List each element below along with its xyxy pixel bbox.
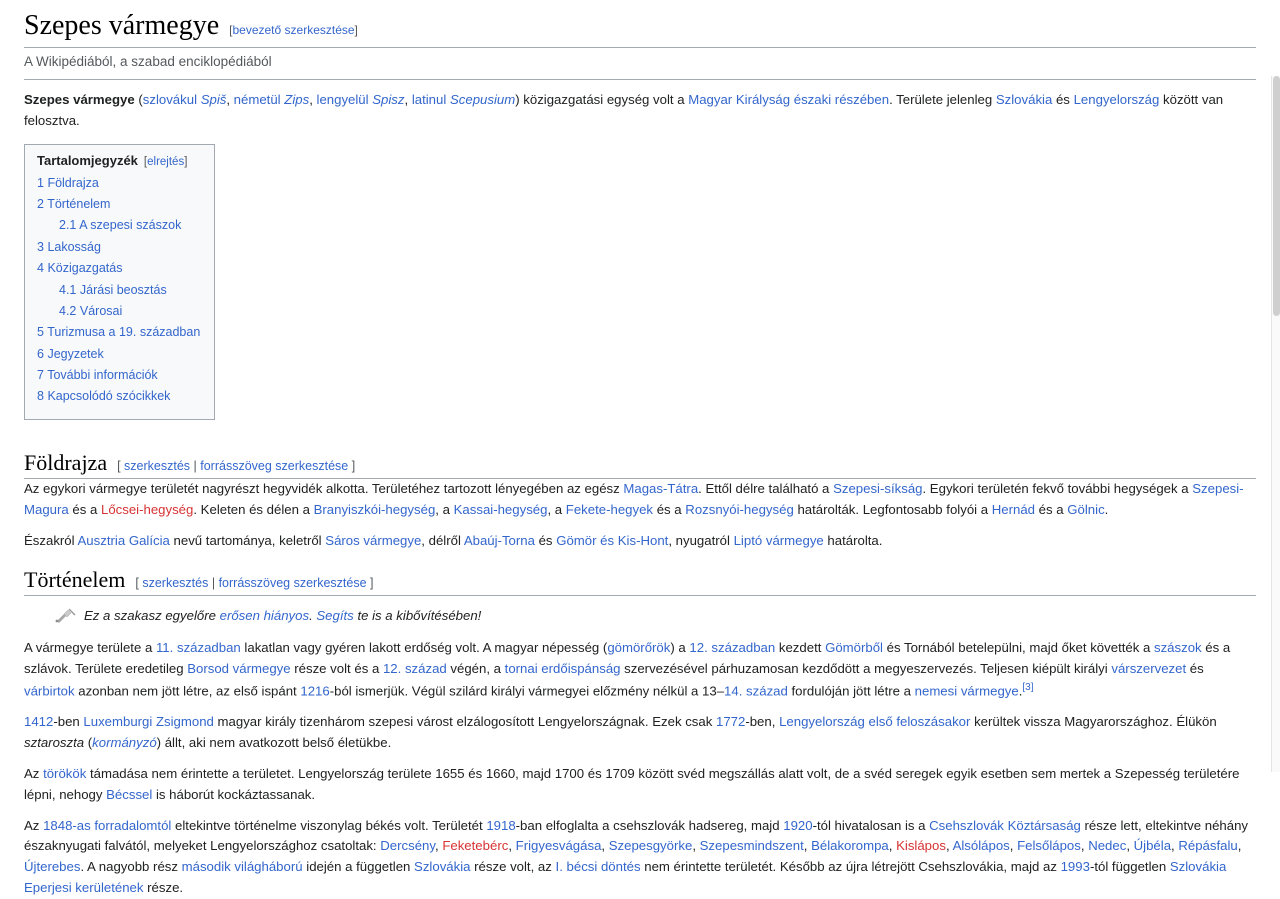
toc-item-jarasi-beosztas[interactable] (37, 281, 200, 300)
link-gomor-es-kis-hont[interactable]: Gömör és Kis-Hont (556, 532, 669, 548)
toc-num: 4 (37, 261, 44, 276)
link-poland[interactable]: Lengyelország (1073, 92, 1160, 107)
link-12th-century-2[interactable]: 12. század (382, 661, 447, 677)
link-gomororok[interactable]: gömörőrök (607, 640, 671, 656)
history-paragraph-4 (24, 816, 1256, 899)
link-town-bélakorompa[interactable]: Bélakorompa (811, 838, 889, 854)
link-beccsel[interactable]: Bécssel (106, 786, 153, 802)
toc-num: 6 (37, 346, 44, 361)
toc-num: 4.1 (59, 282, 77, 297)
link-town-feketebérc[interactable]: Feketebérc (442, 838, 509, 854)
t: része. (143, 880, 184, 896)
town-separator: , (1237, 838, 1242, 854)
t: Északról (24, 532, 78, 548)
t: -ban elfoglalta a csehszlovák hadsereg, majd (515, 817, 784, 833)
history-paragraph-3 (24, 764, 1256, 806)
link-name-spis[interactable]: Spiš (200, 92, 227, 107)
link-1412[interactable]: 1412 (24, 714, 54, 730)
edit-separator: | (208, 576, 219, 591)
t: , a (547, 501, 566, 517)
town-separator: , (1009, 838, 1018, 854)
t: ) állt, aki nem avatkozott belső életükbe. (156, 735, 392, 751)
toc-item-jegyzetek[interactable] (37, 345, 200, 364)
t: . A nagyobb rész (80, 859, 182, 875)
link-wwii[interactable]: második világháború (181, 859, 303, 875)
lead-sep-1: , (226, 92, 234, 107)
link-czechoslovak-republic[interactable]: Csehszlovák Köztársaság (929, 817, 1081, 833)
toc-link[interactable]: Földrajza (47, 175, 99, 190)
edit-close-bracket: ] (366, 576, 374, 591)
stub-notice (54, 606, 1256, 626)
site-subtitle: A Wikipédiából, a szabad enciklopédiából (24, 54, 272, 69)
t: -tól hivatalosan is a (812, 817, 930, 833)
lead-text-3: . Területe jelenleg (889, 92, 996, 107)
link-magas-tatra[interactable]: Magas-Tátra (623, 480, 699, 496)
link-hernad[interactable]: Hernád (991, 501, 1036, 517)
link-1772[interactable]: 1772 (715, 714, 746, 730)
link-luxemburgi-zsigmond[interactable]: Luxemburgi Zsigmond (83, 714, 214, 730)
toc-item-foldrajza[interactable] (37, 174, 200, 193)
t: kezdett (775, 640, 826, 656)
t: -ben, (745, 714, 780, 730)
toc-link[interactable]: Járási beosztás (79, 282, 167, 297)
toc-link[interactable]: Lakosság (47, 239, 101, 254)
toc-hide-link[interactable]: elrejtés (147, 155, 185, 168)
broom-icon (54, 608, 76, 624)
link-first-partition-poland[interactable]: Lengyelország első feloszásakor (779, 714, 971, 730)
link-golnic[interactable]: Gölnic (1067, 501, 1105, 517)
link-nemesi-varmegye[interactable]: nemesi vármegye (914, 683, 1019, 699)
page-scrollbar[interactable] (1271, 76, 1280, 772)
town-separator: , (508, 838, 516, 854)
t: . Egykori területén fekvő további hegységek a (922, 480, 1193, 496)
t: támadása nem érintette a területet. Lengyelország területe 1655 és 1660, majd 1700 és 1709 között svéd megszállás alatt volt, de a svéd seregek egyik esetben sem mertek a Szepesség területére lépni, nehogy (24, 765, 1240, 802)
t: te is a kibővítésében! (353, 608, 482, 624)
link-town-alsólápos[interactable]: Alsólápos (952, 838, 1010, 854)
link-hungarian-kingdom[interactable]: Magyar Királyság északi részében (688, 92, 890, 107)
t: határolta. (823, 532, 883, 548)
t: magyar király tizenhárom szepesi várost elzálogosított Lengyelországnak. Ezek csak (213, 714, 716, 730)
t: is háborút kockáztassanak. (152, 786, 316, 802)
t: része volt, az (470, 859, 556, 875)
link-rozsnyoi-hegyseg[interactable]: Rozsnyói-hegység (685, 501, 794, 517)
lead-sep-3: , (404, 92, 412, 107)
town-separator: , (1080, 838, 1089, 854)
t: ) a (670, 640, 690, 656)
toc-list (37, 174, 200, 407)
link-first-vienna-award[interactable]: I. bécsi döntés (555, 859, 641, 875)
t: , a (435, 501, 454, 517)
section-edit-visual[interactable]: szerkesztés (124, 458, 191, 473)
link-szaszok[interactable]: szászok (1153, 640, 1202, 656)
link-gomorbol[interactable]: Gömörből (825, 640, 883, 656)
link-slovakia[interactable]: Szlovákia (995, 92, 1053, 107)
t: . Ettől délre található a (698, 480, 834, 496)
section-title: Földrajza (24, 449, 108, 475)
t: . (1104, 501, 1109, 517)
toc-link[interactable]: Turizmusa a 19. században (47, 325, 201, 340)
t: idején a független (302, 859, 415, 875)
link-14th-century[interactable]: 14. század (724, 683, 788, 699)
t: -ból ismerjük. Végül szilárd királyi vármegyei előzmény nélkül a 13– (329, 683, 725, 699)
toc-heading: Tartalomjegyzék (37, 152, 138, 168)
toc-link[interactable]: Városai (79, 303, 123, 318)
t: Az (24, 765, 44, 781)
geography-paragraph-2 (24, 531, 1256, 552)
link-locsei-hegyseg[interactable]: Lőcsei-hegység (100, 501, 194, 517)
reference-marker-3[interactable] (1022, 682, 1033, 693)
toc-num: 8 (37, 389, 44, 404)
section-edit-source[interactable]: forrásszöveg szerkesztése (200, 458, 349, 473)
toc-item-lakossag[interactable] (37, 238, 200, 257)
edit-separator: | (190, 458, 201, 473)
link-1216[interactable]: 1216 (300, 683, 330, 699)
lead-text-5: között van felosztva. (24, 92, 1224, 128)
t: , nyugatról (668, 532, 734, 548)
link-town-dercsény[interactable]: Dercsény (380, 838, 435, 854)
link-szepesi-magura[interactable]: Szepesi-Magura (24, 480, 1244, 517)
lead-text-2: ) közigazgatási egység volt a (515, 92, 689, 107)
link-name-spisz[interactable]: Spisz (372, 92, 405, 107)
t: lakatlan vagy gyéren lakott erdőség volt. A magyar népesség ( (240, 640, 608, 656)
t: Ez a szakasz egyelőre (84, 608, 220, 624)
toc-link[interactable]: További információk (47, 368, 158, 383)
toc-num: 3 (37, 239, 44, 254)
link-abauj-torna[interactable]: Abaúj-Torna (463, 532, 535, 548)
link-1918[interactable]: 1918 (486, 817, 516, 833)
section-edit-links (135, 576, 373, 590)
toc-link[interactable]: Történelem (47, 197, 111, 212)
link-kormanyzo[interactable]: kormányzó (92, 735, 157, 751)
town-separator: , (945, 838, 953, 854)
link-1848-revolution[interactable]: 1848-as forradalomtól (43, 817, 172, 833)
t: nem érintette területét. Később az újra létrejött Csehszlovákia, majd az (640, 859, 1061, 875)
t: azonban nem jött létre, az első ispánt (74, 683, 301, 699)
title-divider (24, 47, 1256, 48)
toc-num: 2.1 (59, 218, 77, 233)
t: -ben (53, 714, 84, 730)
link-town-répásfalu[interactable]: Répásfalu (1178, 838, 1238, 854)
link-varbirtok[interactable]: várbirtok (24, 683, 75, 699)
t: és (534, 532, 557, 548)
toc-num: 5 (37, 325, 44, 340)
link-lipto-varmegye[interactable]: Liptó vármegye (733, 532, 824, 548)
lead-bold-title: Szepes vármegye (24, 92, 135, 107)
t: és a (653, 501, 686, 517)
lead-text-1: ( (134, 92, 143, 107)
link-kassai-hegyseg[interactable]: Kassai-hegység (453, 501, 548, 517)
link-slovakia-independent[interactable]: Szlovákia (414, 859, 471, 875)
subtitle-divider (24, 79, 1256, 80)
section-edit-visual[interactable]: szerkesztés (142, 576, 209, 591)
toc-link[interactable]: A szepesi szászok (79, 218, 182, 233)
link-branyiszkoi-hegyseg[interactable]: Branyiszkói-hegység (313, 501, 436, 517)
t: és a szlávok. Területe eredetileg (24, 640, 1231, 677)
town-separator: , (888, 838, 897, 854)
toc-item-turizmusa[interactable] (37, 323, 200, 342)
link-german-lang[interactable]: németül (233, 92, 281, 107)
geography-paragraph-1 (24, 479, 1256, 521)
link-help-expand[interactable]: Segíts (316, 608, 354, 624)
term-sztaroszta: sztaroszta (24, 735, 85, 751)
toc-num: 4.2 (59, 303, 77, 318)
link-tornai-erdoispansag[interactable]: tornai erdőispánság (504, 661, 621, 677)
t: végén, a (446, 661, 505, 677)
link-varszervezet[interactable]: várszervezet (1111, 661, 1187, 677)
toc-item-tovabbi-informaciok[interactable] (37, 366, 200, 385)
town-separator: , (692, 838, 700, 854)
t: és (1186, 661, 1204, 677)
section-heading-foldrajza (24, 450, 1256, 479)
link-polish-lang[interactable]: lengyelül (316, 92, 369, 107)
link-name-scepusium[interactable]: Scepusium (449, 92, 516, 107)
link-fekete-hegyek[interactable]: Fekete-hegyek (565, 501, 654, 517)
scrollbar-thumb[interactable] (1273, 76, 1280, 316)
link-town-szepesgyörke[interactable]: Szepesgyörke (608, 838, 693, 854)
t: Az (24, 817, 44, 833)
t: , délről (421, 532, 464, 548)
link-presov-region[interactable]: Szlovákia Eperjesi kerületének (24, 859, 1227, 896)
town-separator: , (1171, 838, 1179, 854)
section-edit-links (117, 459, 355, 473)
section-heading-tortenelem (24, 567, 1256, 596)
toc-title (37, 153, 200, 168)
t: . Keleten és délen a (193, 501, 314, 517)
page-title: Szepes vármegye (24, 10, 220, 41)
toc-item-kozigazgatas[interactable] (37, 259, 200, 278)
t: és a (68, 501, 101, 517)
toc-item-szepesi-szaszok[interactable] (37, 216, 200, 235)
link-town-nedec[interactable]: Nedec (1088, 838, 1127, 854)
toc-link[interactable]: Kapcsolódó szócikkek (47, 389, 171, 404)
toc-num: 7 (37, 368, 44, 383)
lead-text-4: és (1052, 92, 1074, 107)
link-town-szepesmindszent[interactable]: Szepesmindszent (699, 838, 804, 854)
link-town-újterebes[interactable]: Újterebes (24, 859, 81, 875)
toc-item-kapcsolodo-szocikkek[interactable] (37, 387, 200, 406)
section-title: Történelem (24, 567, 126, 593)
t: . (1018, 683, 1023, 699)
t: szervezésével párhuzamosan kezdődött a megyeszervezés. Teljesen kiépült királyi (620, 661, 1112, 677)
link-ausztria-galicia[interactable]: Ausztria Galícia (77, 532, 170, 548)
lead-edit-link[interactable]: bevezető szerkesztése (232, 23, 355, 37)
t: része volt és a (290, 661, 383, 677)
section-edit-source[interactable]: forrásszöveg szerkesztése (218, 576, 367, 591)
t: kerültek vissza Magyarországhoz. Élükön (970, 714, 1217, 730)
toc-item-tortenelem[interactable] (37, 195, 200, 214)
toc-link[interactable]: Közigazgatás (47, 261, 123, 276)
t: ( (84, 735, 93, 751)
toc-num: 2 (37, 197, 44, 212)
town-separator: , (803, 838, 812, 854)
link-11th-century[interactable]: 11. században (155, 640, 241, 656)
t: nevű tartománya, keletről (169, 532, 326, 548)
link-latin-lang[interactable]: latinul (411, 92, 447, 107)
link-strongly-incomplete[interactable]: erősen hiányos (219, 608, 310, 624)
link-torokok[interactable]: törökök (43, 765, 87, 781)
town-separator: , (435, 838, 443, 854)
t: . (309, 608, 317, 624)
title-row (24, 8, 1256, 45)
link-name-zips[interactable]: Zips (284, 92, 310, 107)
ref-label[interactable]: [3] (1022, 681, 1034, 693)
lead-paragraph (24, 90, 1256, 132)
t: határolták. Legfontosabb folyói a (793, 501, 992, 517)
link-szepesi-siksag[interactable]: Szepesi-síkság (833, 480, 923, 496)
lead-edit-link-wrapper: [bevezető szerkesztése] (229, 23, 358, 37)
link-town-újbéla[interactable]: Újbéla (1133, 838, 1172, 854)
link-1993[interactable]: 1993 (1060, 859, 1090, 875)
t: eltekintve történelme viszonylag békés volt. Területét (171, 817, 487, 833)
edit-open-bracket: [ (117, 458, 125, 473)
t: fordulóján jött létre a (787, 683, 915, 699)
lead-sep-2: , (309, 92, 317, 107)
link-slovak-lang[interactable]: szlovákul (142, 92, 198, 107)
t: A vármegye területe a (24, 640, 156, 656)
toc-num: 1 (37, 175, 44, 190)
edit-open-bracket: [ (135, 576, 143, 591)
toc-item-varosai[interactable] (37, 302, 200, 321)
link-town-kislápos[interactable]: Kislápos (896, 838, 946, 854)
link-saros-varmegye[interactable]: Sáros vármegye (325, 532, 422, 548)
link-borsod-varmegye[interactable]: Borsod vármegye (187, 661, 291, 677)
link-12th-century[interactable]: 12. században (689, 640, 776, 656)
toc-toggle-wrapper: [elrejtés] (143, 155, 188, 168)
t: -tól független (1089, 859, 1170, 875)
t: része lett, eltekintve néhány északnyugati falvától, melyeket Lengyelországhoz csatoltak: (24, 817, 1249, 854)
link-town-frigyesvágása[interactable]: Frigyesvágása (515, 838, 602, 854)
t: Az egykori vármegye területét nagyrészt hegyvidék alkotta. Területéhez tartozott lényegében az egész (24, 480, 624, 496)
t: és a (1035, 501, 1068, 517)
t: és Tornából betelepülni, majd őket követték a (882, 640, 1154, 656)
town-separator: , (601, 838, 609, 854)
history-paragraph-1 (24, 638, 1256, 702)
link-1920[interactable]: 1920 (783, 817, 813, 833)
link-town-felsőlápos[interactable]: Felsőlápos (1017, 838, 1081, 854)
edit-close-bracket: ] (348, 458, 356, 473)
town-separator: , (1126, 838, 1134, 854)
stub-text (84, 606, 481, 626)
table-of-contents (24, 144, 215, 420)
history-paragraph-2 (24, 712, 1256, 754)
toc-link[interactable]: Jegyzetek (47, 346, 104, 361)
